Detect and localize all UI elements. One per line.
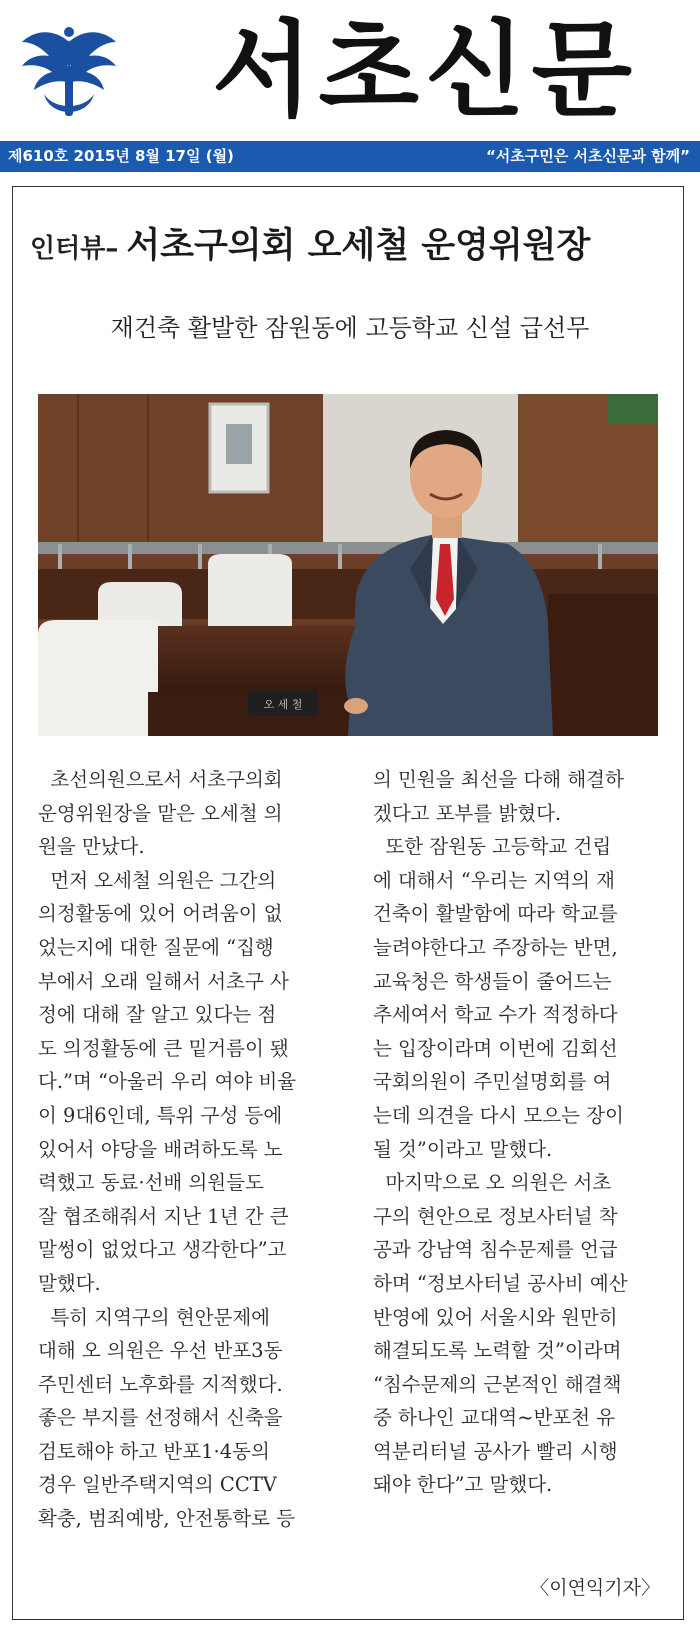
body-line: 잘 협조해줘서 지난 1년 간 큰 <box>38 1204 289 1228</box>
body-line: 말했다. <box>38 1271 101 1295</box>
body-line: 정에 대해 잘 알고 있다는 점 <box>38 1003 277 1027</box>
body-line: 해결되도록 노력할 것”이라며 <box>373 1339 622 1363</box>
body-line: 력했고 동료·선배 의원들도 <box>38 1171 264 1195</box>
body-line: 는데 의견을 다시 모으는 장이 <box>373 1103 624 1127</box>
body-line: 국회의원이 주민설명회를 여 <box>373 1070 612 1094</box>
body-line: 역분리터널 공사가 빨리 시행 <box>373 1439 618 1463</box>
headline-kicker: 인터뷰– <box>30 234 119 264</box>
body-line: 돼야 한다”고 말했다. <box>373 1473 553 1497</box>
body-line: 하며 “정보사터널 공사비 예산 <box>373 1271 628 1295</box>
body-line: 대해 오 의원은 우선 반포3동 <box>38 1339 283 1363</box>
article-photo <box>38 394 658 736</box>
body-line: 마지막으로 오 의원은 서초 <box>373 1171 612 1195</box>
body-line: 경우 일반주택지역의 CCTV <box>38 1473 277 1497</box>
body-line: 건축이 활발함에 따라 학교를 <box>373 902 618 926</box>
reporter-byline: 〈이연익기자〉 <box>530 1577 660 1599</box>
nameplate-text: 오 세 철 <box>263 698 303 711</box>
body-line: 의 민원을 최선을 다해 해결하 <box>373 768 624 791</box>
body-line: 이 9대6인데, 특위 구성 등에 <box>38 1103 283 1127</box>
issue-info-bar <box>0 141 700 172</box>
body-line: “침수문제의 근본적인 해결책 <box>373 1372 622 1396</box>
body-line: 원을 만났다. <box>38 835 145 859</box>
body-line: 겠다고 포부를 밝혔다. <box>373 801 562 825</box>
body-line: 특히 지역구의 현안문제에 <box>38 1305 271 1329</box>
body-line: 에 대해서 “우리는 지역의 재 <box>373 868 615 892</box>
body-line: 의정활동에 있어 어려움이 없 <box>38 902 283 926</box>
masthead-title: 서초신문 <box>212 8 638 131</box>
body-line: 반영에 있어 서울시와 원만히 <box>373 1305 618 1329</box>
body-line: 늘려야한다고 주장하는 반면, <box>373 935 618 959</box>
newspaper-logo-icon <box>14 20 124 130</box>
article-column-left <box>38 763 334 1536</box>
body-line: 될 것”이라고 말했다. <box>373 1137 553 1161</box>
body-line: 부에서 오래 일해서 서초구 사 <box>38 969 289 993</box>
subheadline: 재건축 활발한 잠원동에 고등학교 신설 급선무 <box>110 314 590 342</box>
headline <box>30 218 670 284</box>
body-line: 중 하나인 교대역~반포천 유 <box>373 1406 616 1430</box>
body-line: 주민센터 노후화를 지적했다. <box>38 1372 283 1396</box>
body-line: 확충, 범죄예방, 안전통학로 등 <box>38 1507 296 1531</box>
body-line: 말썽이 없었다고 생각한다”고 <box>38 1238 287 1262</box>
slogan: “서초구민은 서초신문과 함께” <box>485 147 690 165</box>
body-line: 검토해야 하고 반포1·4동의 <box>38 1439 270 1463</box>
article-column-right <box>373 763 669 1502</box>
issue-date: 제610호 2015년 8월 17일 (월) <box>8 147 234 165</box>
body-line: 구의 현안으로 정보사터널 착 <box>373 1204 618 1228</box>
body-line: 다.”며 “아울러 우리 여야 비율 <box>38 1070 297 1094</box>
body-line: 운영위원장을 맡은 오세철 의 <box>38 801 283 825</box>
masthead <box>0 0 700 140</box>
body-line: 있어서 야당을 배려하도록 노 <box>38 1137 283 1161</box>
body-line: 도 의정활동에 큰 밑거름이 됐 <box>38 1036 289 1060</box>
body-line: 추세여서 학교 수가 적정하다 <box>373 1003 618 1027</box>
headline-main: 서초구의회 오세철 운영위원장 <box>126 225 591 266</box>
council-chamber-photo <box>38 394 658 736</box>
body-line: 공과 강남역 침수문제를 언급 <box>373 1238 618 1262</box>
body-line: 교육청은 학생들이 줄어드는 <box>373 969 612 993</box>
body-line: 초선의원으로서 서초구의회 <box>38 768 283 791</box>
body-line: 좋은 부지를 선정해서 신축을 <box>38 1406 283 1430</box>
body-line: 먼저 오세철 의원은 그간의 <box>38 868 277 892</box>
body-line: 는 입장이라며 이번에 김회선 <box>373 1036 618 1060</box>
body-line: 었는지에 대한 질문에 “집행 <box>38 935 274 959</box>
body-line: 또한 잠원동 고등학교 건립 <box>373 835 612 859</box>
